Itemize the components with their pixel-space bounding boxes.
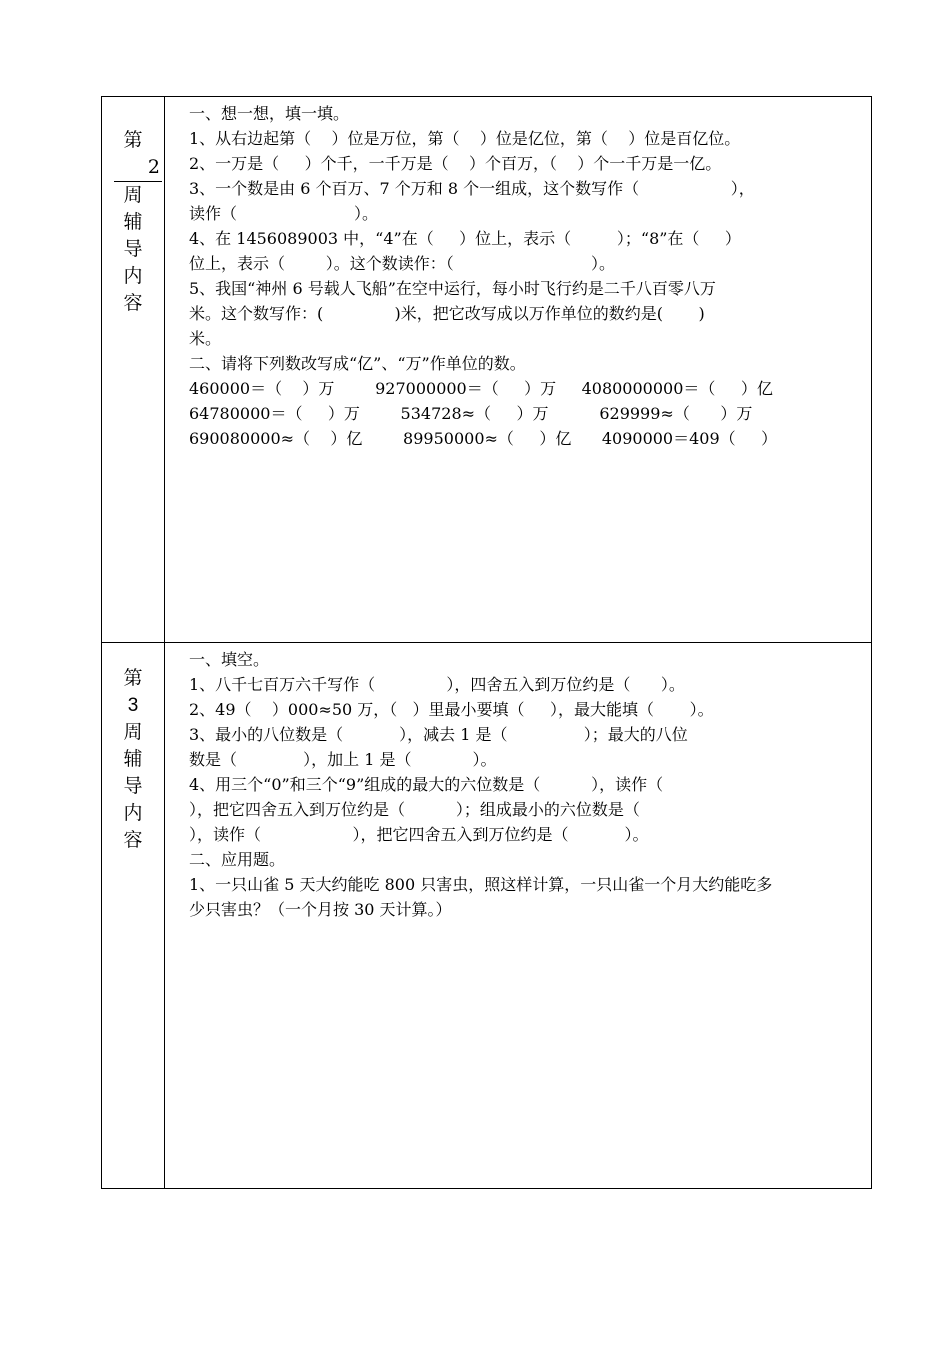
week-3-line: 2、49（ ）000≈50 万，（ ）里最小要填（ ），最大能填（ ）。 bbox=[189, 700, 714, 719]
week-2-line: 米。这个数写作：( )米，把它改写成以万作单位的数约是( ) bbox=[189, 304, 705, 323]
week-3-line: 少只害虫？（一个月按 30 天计算。） bbox=[189, 900, 452, 919]
week-2-row bbox=[102, 97, 872, 643]
week-2-content bbox=[165, 97, 871, 451]
week-3-content bbox=[165, 643, 871, 922]
week-2-label-cell bbox=[102, 97, 165, 643]
week-2-line: 2、一万是（ ）个千，一千万是（ ）个百万，（ ）个一千万是一亿。 bbox=[189, 154, 722, 173]
week-2-label-char: 第 bbox=[123, 129, 143, 151]
week-3-line: 1、八千七百万六千写作（ ），四舍五入到万位约是（ ）。 bbox=[189, 675, 685, 694]
week-3-section-heading: 二、应用题。 bbox=[189, 850, 286, 869]
week-3-label bbox=[102, 643, 164, 854]
week-2-number: 2 bbox=[114, 154, 162, 182]
week-3-line: ），把它四舍五入到万位约是（ ）；组成最小的六位数是（ bbox=[189, 800, 640, 819]
week-2-content-cell bbox=[165, 97, 872, 643]
week-2-label-char: 导 bbox=[123, 238, 143, 260]
week-3-line: ），读作（ ），把它四舍五入到万位约是（ ）。 bbox=[189, 825, 649, 844]
week-2-label-char: 辅 bbox=[123, 211, 143, 233]
worksheet-table bbox=[101, 96, 872, 1189]
week-3-content-cell bbox=[165, 643, 872, 1189]
week-2-line: 5、我国“神州 6 号载人飞船”在空中运行，每小时飞行约是二千八百零八万 bbox=[189, 279, 716, 298]
week-3-row bbox=[102, 643, 872, 1189]
week-3-number: 3 bbox=[127, 695, 139, 716]
week-2-label-char: 周 bbox=[123, 184, 143, 206]
week-3-line: 3、最小的八位数是（ ），减去 1 是（ ）；最大的八位 bbox=[189, 725, 688, 744]
week-3-label-char: 辅 bbox=[123, 748, 143, 770]
week-2-section-heading: 二、请将下列数改写成“亿”、“万”作单位的数。 bbox=[189, 354, 526, 373]
week-3-label-char: 内 bbox=[123, 802, 143, 824]
week-2-line: 读作（ ）。 bbox=[189, 204, 378, 223]
week-2-line: 3、一个数是由 6 个百万、7 个万和 8 个一组成，这个数写作（ ）， bbox=[189, 179, 755, 198]
week-2-line: 位上，表示（ ）。这个数读作：（ ）。 bbox=[189, 254, 616, 273]
week-2-label-char: 内 bbox=[123, 265, 143, 287]
week-2-line: 米。 bbox=[189, 329, 222, 348]
week-2-section-heading: 一、想一想，填一填。 bbox=[189, 104, 350, 123]
week-2-line: 690080000≈（ ）亿 89950000≈（ ）亿 4090000＝409（ ） bbox=[189, 429, 778, 448]
week-3-line: 4、用三个“0”和三个“9”组成的最大的六位数是（ ），读作（ bbox=[189, 775, 664, 794]
week-2-line: 460000＝（ ）万 927000000＝（ ）万 4080000000＝（ ）亿 bbox=[189, 379, 773, 398]
week-2-line: 1、从右边起第（ ）位是万位，第（ ）位是亿位，第（ ）位是百亿位。 bbox=[189, 129, 741, 148]
week-3-label-char: 周 bbox=[123, 721, 143, 743]
week-3-line: 数是（ ），加上 1 是（ ）。 bbox=[189, 750, 497, 769]
week-3-label-char: 第 bbox=[123, 667, 143, 689]
week-3-line: 1、一只山雀 5 天大约能吃 800 只害虫，照这样计算，一只山雀一个月大约能吃多 bbox=[189, 875, 773, 894]
week-2-label bbox=[102, 97, 164, 317]
week-3-label-char: 容 bbox=[123, 829, 143, 851]
week-2-label-char: 容 bbox=[123, 292, 143, 314]
week-2-line: 4、在 1456089003 中，“4”在（ ）位上，表示（ ）；“8”在（ ） bbox=[189, 229, 741, 248]
week-3-section-heading: 一、填空。 bbox=[189, 650, 270, 669]
week-3-label-cell bbox=[102, 643, 165, 1189]
week-3-label-char: 导 bbox=[123, 775, 143, 797]
week-2-line: 64780000＝（ ）万 534728≈（ ）万 629999≈（ ）万 bbox=[189, 404, 753, 423]
